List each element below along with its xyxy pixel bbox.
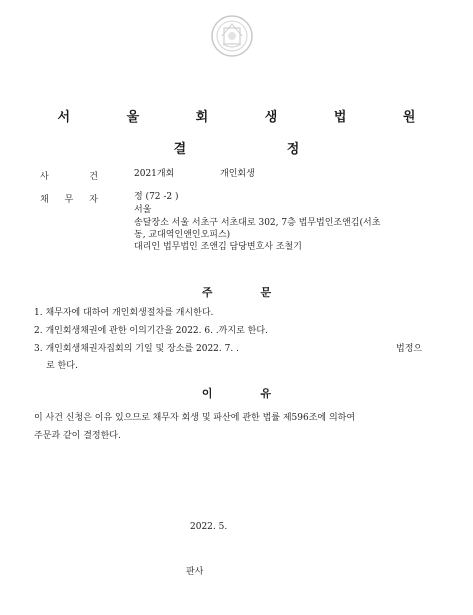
debtor-service-address-1: 송달장소 서울 서초구 서초대로 302, 7층 법무법인조앤김(서초 xyxy=(134,218,381,228)
case-type: 개인회생 xyxy=(220,169,255,179)
order-item-2: 2. 개인회생채권에 관한 이의기간을 2022. 6. .까지로 한다. xyxy=(34,326,268,336)
reason-line-2: 주문과 같이 결정한다. xyxy=(34,431,121,441)
decision-date: 2022. 5. xyxy=(190,522,228,532)
order-item-3: 3. 개인회생채권자집회의 기일 및 장소를 2022. 7. . xyxy=(34,344,239,354)
order-item-3-continuation: 로 한다. xyxy=(46,361,78,371)
document-title: 결 정 xyxy=(173,142,348,157)
judge-label: 판사 xyxy=(186,567,204,577)
order-title: 주 문 xyxy=(201,286,272,299)
court-name: 서 울 회 생 법 원 xyxy=(57,110,442,125)
debtor-label: 채 무 자 xyxy=(40,195,98,205)
reason-title: 이 유 xyxy=(201,387,272,400)
case-number: 2021개회 xyxy=(134,169,175,179)
reason-line-1: 이 사건 신청은 이유 있으므로 채무자 회생 및 파산에 관한 법률 제596조에 의하여 xyxy=(34,413,356,423)
debtor-address: 서울 xyxy=(134,205,152,215)
debtor-agent: 대리인 법무법인 조앤김 담당변호사 조철기 xyxy=(134,242,302,252)
case-label: 사 건 xyxy=(40,172,98,182)
court-emblem-icon xyxy=(210,14,254,58)
order-item-3-suffix: 법정으 xyxy=(396,344,423,354)
order-item-1: 1. 채무자에 대하여 개인회생절차를 개시한다. xyxy=(34,308,214,318)
debtor-service-address-2: 동, 교대역인앤인오피스) xyxy=(134,230,231,240)
debtor-name: 정 (72 -2 ) xyxy=(134,192,179,202)
